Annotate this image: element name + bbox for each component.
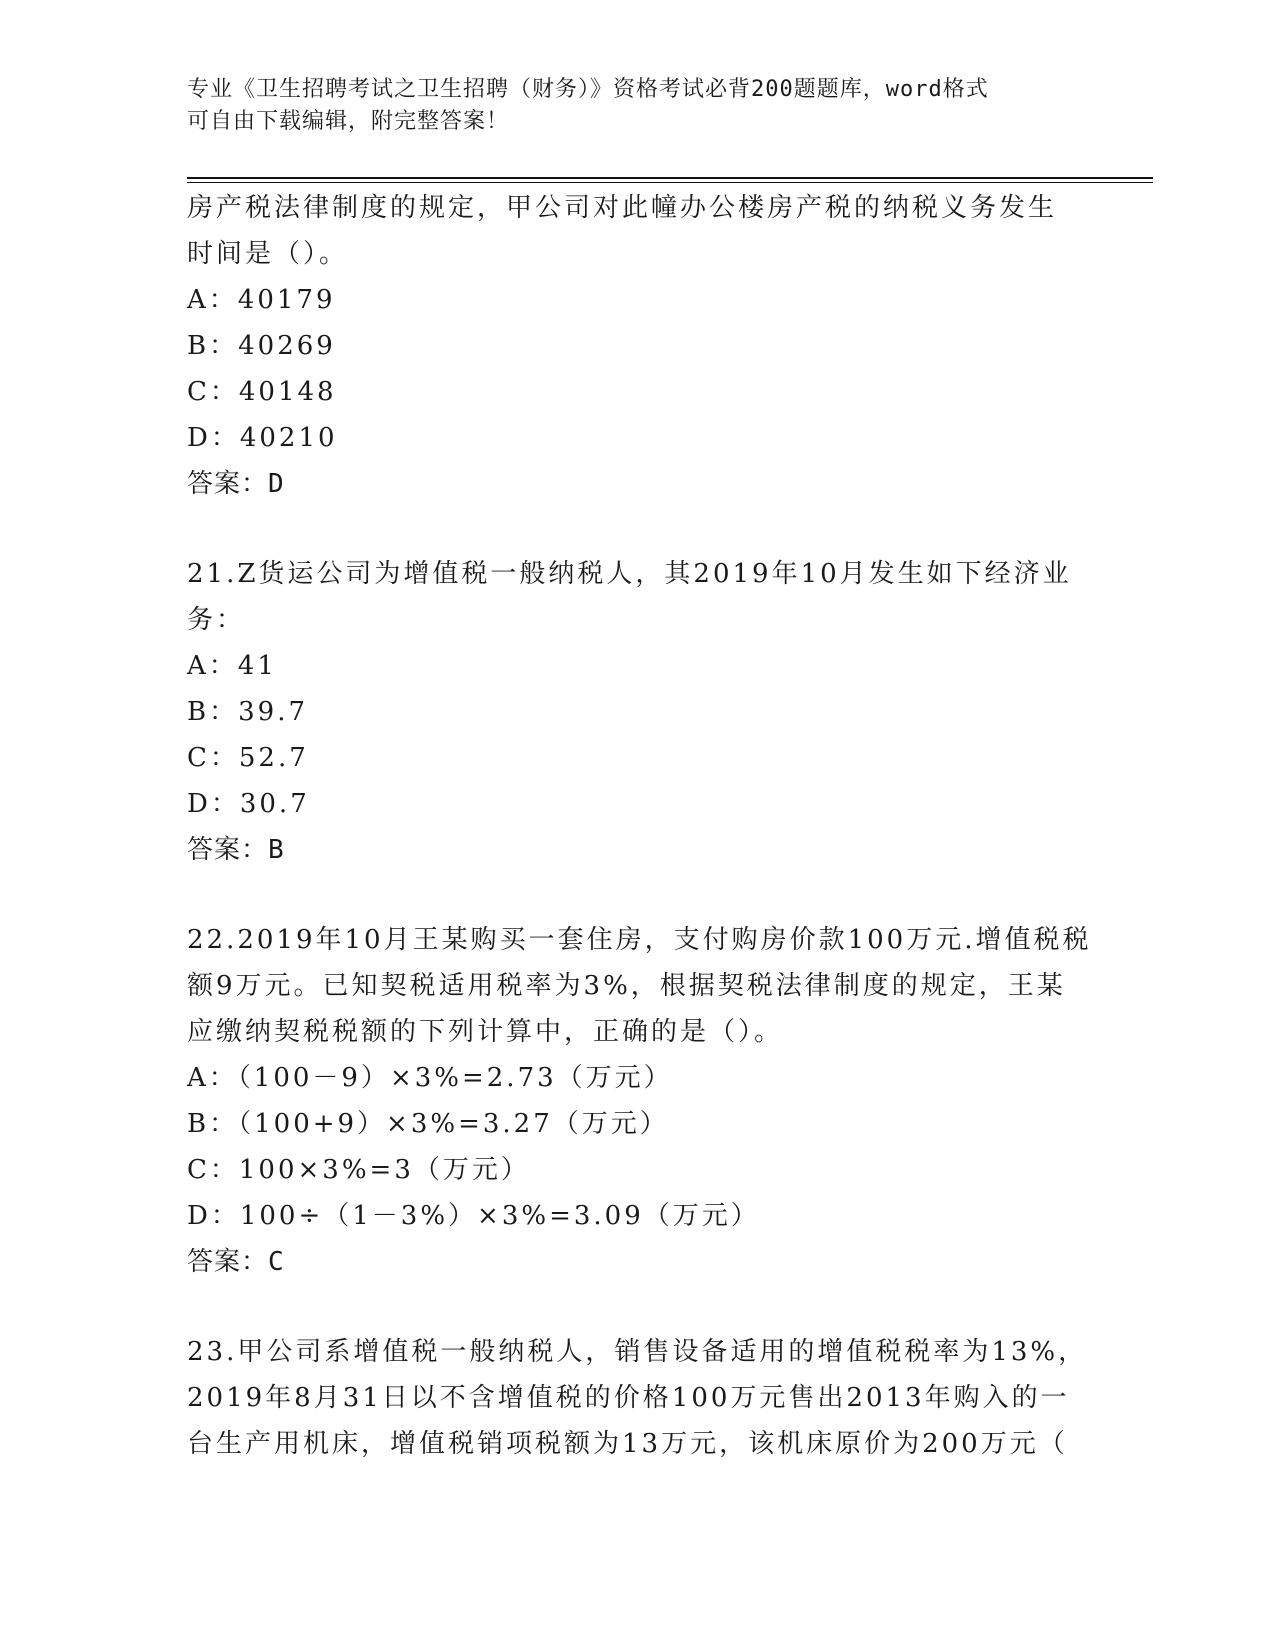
- answer-line: 答案：C: [187, 1247, 285, 1277]
- question-23: [187, 1329, 1087, 1467]
- header-rule-thick: [187, 177, 1153, 179]
- option-a: A：40179: [187, 285, 336, 315]
- option-c: C：52.7: [187, 743, 309, 773]
- header-rule-thin: [187, 182, 1153, 183]
- option-b: B：40269: [187, 331, 336, 361]
- answer-line: 答案：B: [187, 835, 285, 865]
- header-line-2: 可自由下载编辑，附完整答案！: [187, 109, 510, 134]
- answer-line: 答案：D: [187, 469, 285, 499]
- question-stem: 台生产用机床，增值税销项税额为13万元，该机床原价为200万元（: [187, 1429, 1068, 1459]
- document-body: [187, 185, 1092, 1467]
- question-stem: 时间是（）。: [187, 239, 349, 269]
- header-line-1: 专业《卫生招聘考试之卫生招聘（财务）》资格考试必背200题题库，word格式: [187, 77, 989, 102]
- question-stem: 房产税法律制度的规定，甲公司对此幢办公楼房产税的纳税义务发生: [187, 193, 1058, 223]
- option-d: D：100÷（1－3%）×3%=3.09（万元）: [187, 1201, 760, 1231]
- question-22: [187, 917, 1092, 1285]
- option-d: D：30.7: [187, 789, 310, 819]
- spacer: [187, 873, 1087, 917]
- option-b: B：（100+9）×3%=3.27（万元）: [187, 1109, 669, 1139]
- option-b: B：39.7: [187, 697, 308, 727]
- option-d: D：40210: [187, 423, 338, 453]
- option-a: A：（100－9）×3%=2.73（万元）: [187, 1063, 673, 1093]
- question-stem: 22.2019年10月王某购买一套住房，支付购房价款100万元.增值税税: [187, 925, 1092, 955]
- spacer: [187, 507, 1087, 551]
- option-a: A：41: [187, 651, 277, 681]
- question-stem: 应缴纳契税税额的下列计算中，正确的是（）。: [187, 1017, 784, 1047]
- question-20: [187, 185, 1087, 507]
- question-21: [187, 551, 1087, 873]
- spacer: [187, 1285, 1087, 1329]
- document-header: [187, 74, 1067, 138]
- question-stem: 21.Z货运公司为增值税一般纳税人，其2019年10月发生如下经济业: [187, 559, 1072, 589]
- option-c: C：40148: [187, 377, 337, 407]
- option-c: C：100×3%=3（万元）: [187, 1155, 530, 1185]
- question-stem: 2019年8月31日以不含增值税的价格100万元售出2013年购入的一: [187, 1383, 1070, 1413]
- question-stem: 23.甲公司系增值税一般纳税人，销售设备适用的增值税税率为13%，: [187, 1337, 1088, 1367]
- question-stem: 务：: [187, 605, 246, 635]
- question-stem: 额9万元。已知契税适用税率为3%，根据契税法律制度的规定，王某: [187, 971, 1066, 1001]
